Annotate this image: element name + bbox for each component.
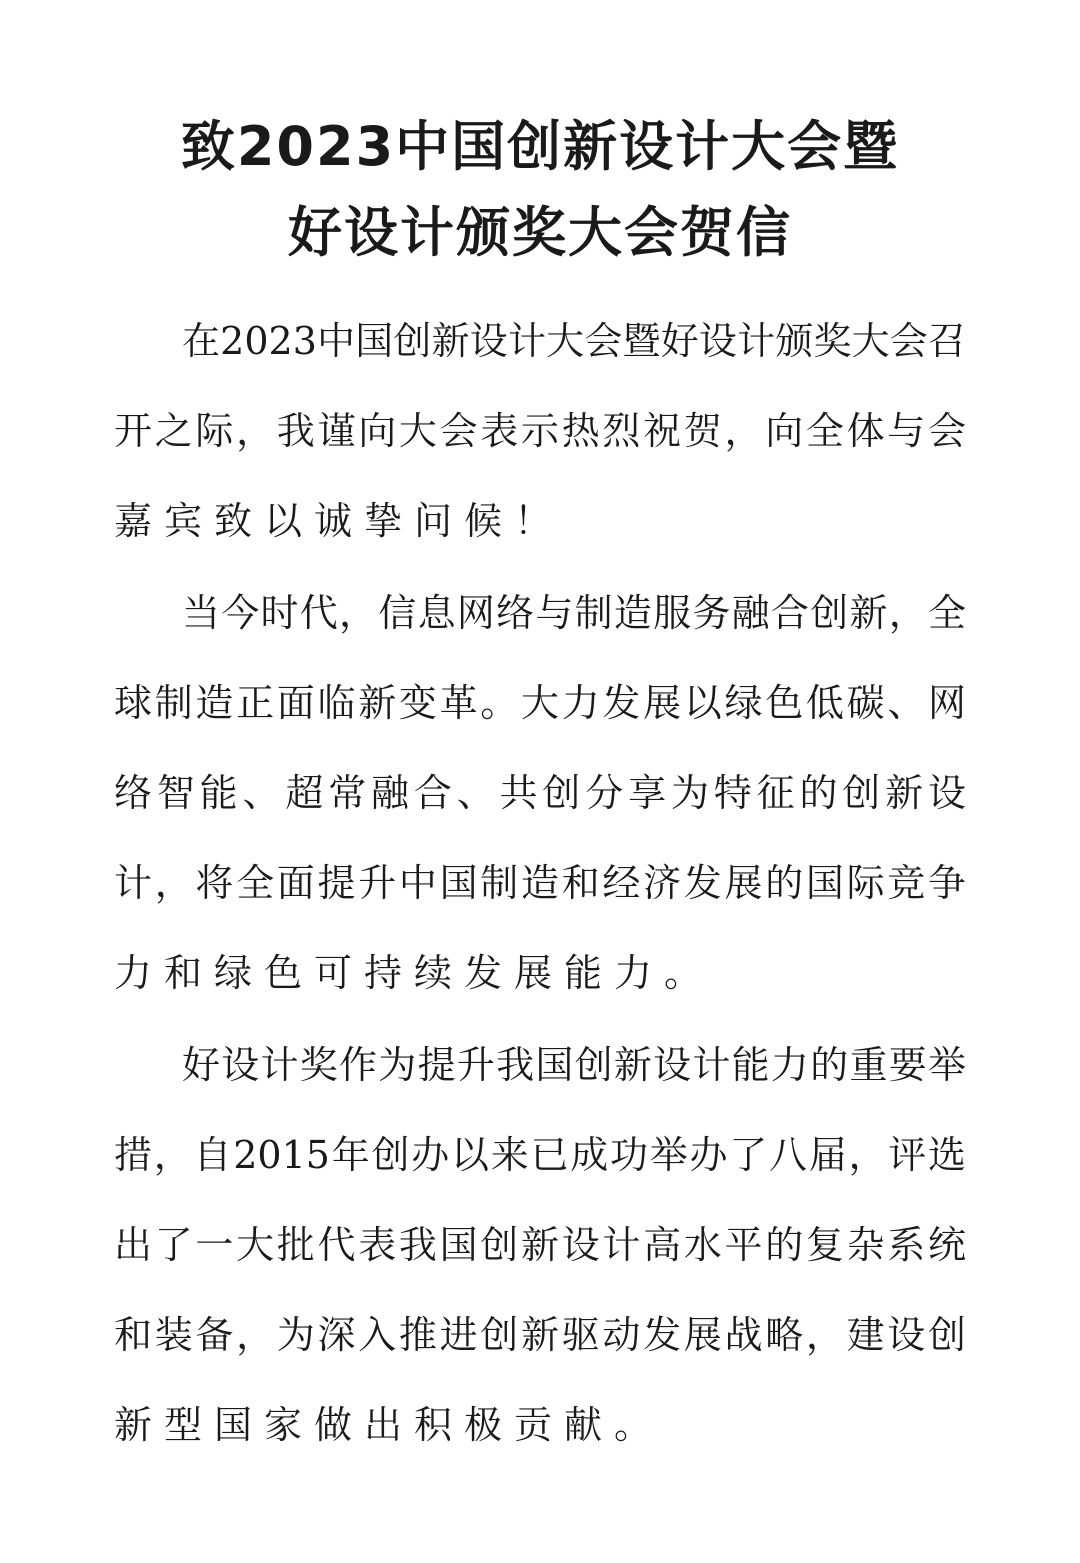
paragraph-2-line-5: 力和绿色可持续发展能力。 bbox=[114, 951, 715, 995]
paragraph-1-line-2: 开之际，我谨向大会表示热烈祝贺，向全体与会 bbox=[114, 409, 966, 453]
letter-title bbox=[100, 104, 980, 276]
paragraph-3-line-1: 好设计奖作为提升我国创新设计能力的重要举 bbox=[182, 1043, 966, 1087]
paragraph-3-line-5: 新型国家做出积极贡献。 bbox=[114, 1403, 665, 1447]
paragraph-3-line-4: 和装备，为深入推进创新驱动发展战略，建设创 bbox=[114, 1313, 966, 1357]
paragraph-1-line-1: 在2023中国创新设计大会暨好设计颁奖大会召 bbox=[182, 319, 966, 363]
paragraph-3-line-3: 出了一大批代表我国创新设计高水平的复杂系统 bbox=[114, 1223, 966, 1267]
paragraph-2-line-3: 络智能、超常融合、共创分享为特征的创新设 bbox=[114, 771, 966, 815]
paragraph-2-line-4: 计，将全面提升中国制造和经济发展的国际竞争 bbox=[114, 861, 966, 905]
paragraph-2-line-1: 当今时代，信息网络与制造服务融合创新，全 bbox=[182, 591, 966, 635]
title-line-1: 致2023中国创新设计大会暨 bbox=[180, 115, 900, 178]
title-line-2: 好设计颁奖大会贺信 bbox=[288, 201, 792, 264]
paragraph-2-line-2: 球制造正面临新变革。大力发展以绿色低碳、网 bbox=[114, 681, 966, 725]
paragraph-3-line-2: 措，自2015年创办以来已成功举办了八届，评选 bbox=[114, 1133, 966, 1177]
paragraph-1-line-3: 嘉宾致以诚挚问候！ bbox=[114, 499, 565, 543]
